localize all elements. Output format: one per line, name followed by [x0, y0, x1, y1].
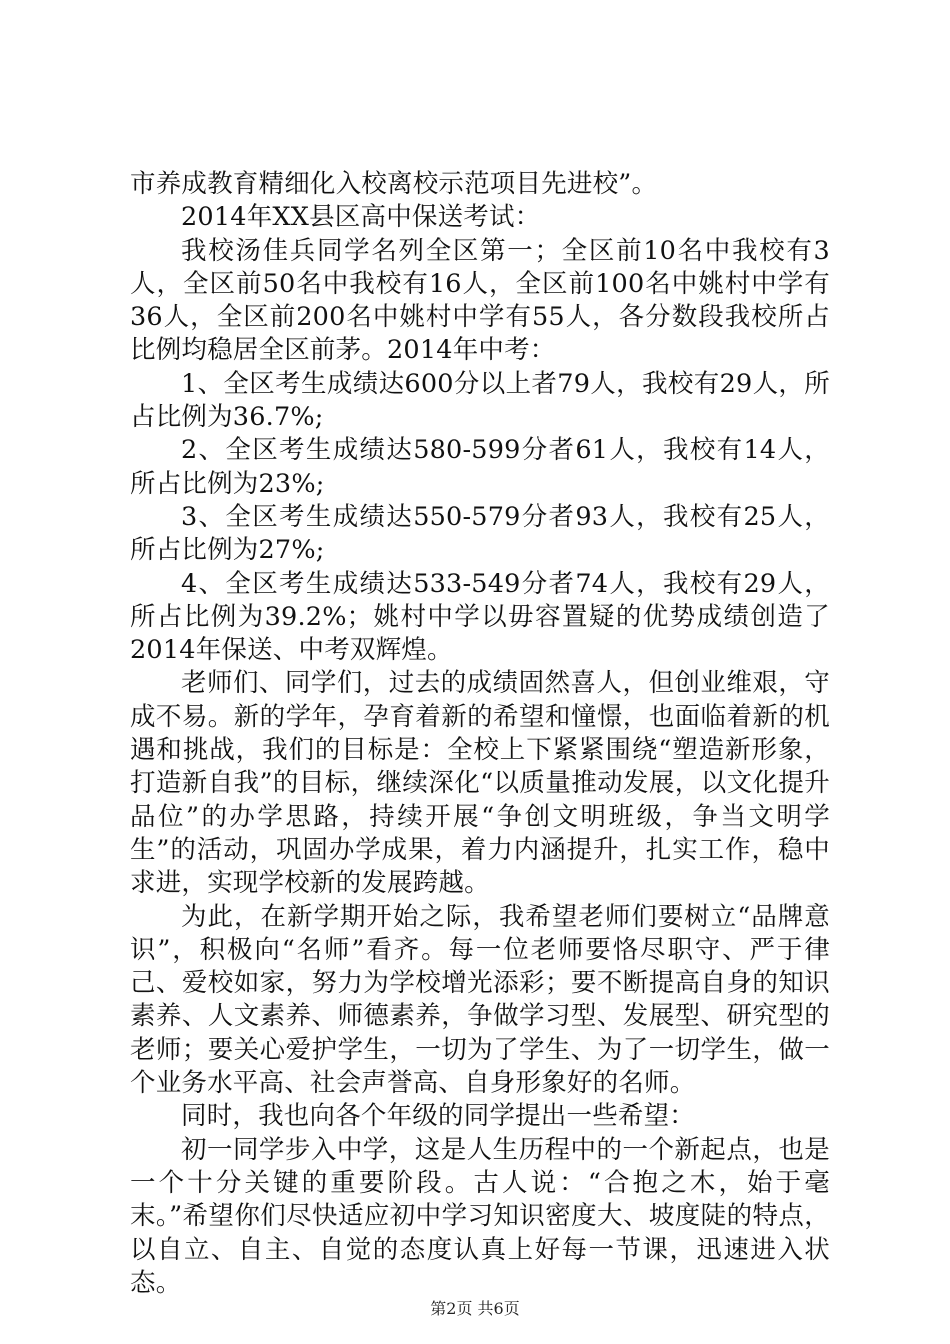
paragraph-8: 老师们、同学们，过去的成绩固然喜人，但创业维艰，守成不易。新的学年，孕育着新的希望和憧憬，也面临着新的机遇和挑战，我们的目标是：全校上下紧紧围绕“塑造新形象，打造新自我”的目标，继续深化“以质量推动发展，以文化提升品位”的办学思路，持续开展“争创文明班级，争当文明学生”的活动，巩固办学成果，着力内涵提升，扎实工作，稳中求进，实现学校新的发展跨越。 [130, 668, 830, 899]
paragraph-6: 3、全区考生成绩达550-579分者93人，我校有25人，所占比例为27%; [130, 501, 830, 566]
paragraph-1: 市养成教育精细化入校离校示范项目先进校”。 [130, 169, 658, 199]
paragraph-5: 2、全区考生成绩达580-599分者61人，我校有14人，所占比例为23%; [130, 435, 830, 499]
paragraph-2: 2014年XX县区高中保送考试： [181, 202, 541, 233]
page-number-footer: 第2页 共6页 [430, 1299, 520, 1318]
paragraph-3: 我校汤佳兵同学名列全区第一；全区前10名中我校有3人，全区前50名中我校有16人，全区前100名中姚村中学有36人，全区前200名中姚村中学有55人，各分数段我校所占比例均稳居全区前茅。2014年中考： [130, 235, 830, 366]
paragraph-7: 4、全区考生成绩达533-549分者74人，我校有29人，所占比例为39.2%；姚村中学以毋容置疑的优势成绩创造了2014年保送、中考双辉煌。 [130, 568, 830, 666]
paragraph-11: 初一同学步入中学，这是人生历程中的一个新起点，也是一个十分关键的重要阶段。古人说：“合抱之木，始于毫末。”希望你们尽快适应初中学习知识密度大、坡度陡的特点，以自立、自主、自觉的态度认真上好每一节课，迅速进入状态。 [130, 1134, 830, 1298]
paragraph-10: 同时，我也向各个年级的同学提出一些希望： [181, 1101, 696, 1132]
paragraph-4: 1、全区考生成绩达600分以上者79人，我校有29人，所占比例为36.7%; [130, 368, 830, 433]
document-body [130, 168, 830, 1300]
paragraph-9: 为此，在新学期开始之际，我希望老师们要树立“品牌意识”，积极向“名师”看齐。每一位老师要恪尽职守、严于律己、爱校如家，努力为学校增光添彩；要不断提高自身的知识素养、人文素养、师德素养，争做学习型、发展型、研究型的老师；要关心爱护学生，一切为了学生、为了一切学生，做一个业务水平高、社会声誉高、自身形象好的名师。 [130, 901, 830, 1099]
